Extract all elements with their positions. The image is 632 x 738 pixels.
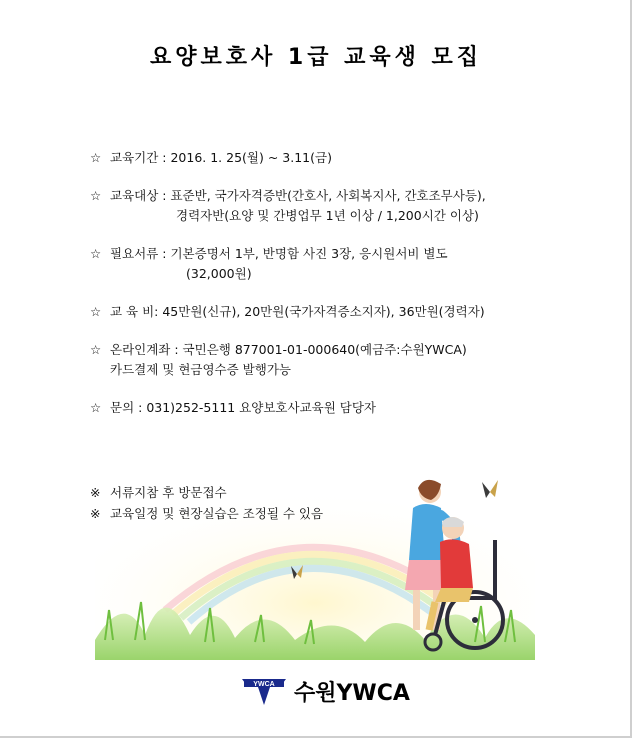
star-icon: ☆: [90, 150, 102, 165]
ywca-logo: [240, 676, 410, 707]
info-value: 2016. 1. 25(월) ~ 3.11(금): [170, 150, 332, 165]
ywca-emblem-icon: [240, 677, 288, 707]
info-value-cont: 경력자반(요양 및 간병업무 1년 이상 / 1,200시간 이상): [176, 208, 479, 223]
star-icon: ☆: [90, 304, 102, 319]
logo-name: 수원YWCA: [294, 681, 410, 706]
reference-mark-icon: ※: [90, 506, 101, 521]
info-key: 교 육 비:: [110, 304, 163, 319]
info-key: 교육대상 :: [110, 188, 171, 203]
note-item: ※ 서류지참 후 방문접수: [90, 482, 323, 503]
logo-badge-text: YWCA: [253, 680, 275, 688]
info-item-target: [90, 186, 610, 206]
info-value-cont: 카드결제 및 현금영수증 발행가능: [110, 362, 291, 377]
info-list: [90, 148, 610, 418]
info-item-contact: [90, 398, 610, 418]
info-value-cont: (32,000원): [186, 266, 252, 281]
star-icon: ☆: [90, 342, 102, 357]
page-title: 요양보호사 1급 교육생 모집: [149, 45, 483, 70]
info-key: 필요서류 :: [110, 246, 171, 261]
info-key: 교육기간 :: [110, 150, 171, 165]
info-item-period: [90, 148, 610, 168]
info-value: 기본증명서 1부, 반명함 사진 3장, 응시원서비 별도: [170, 246, 448, 261]
reference-mark-icon: ※: [90, 485, 101, 500]
star-icon: ☆: [90, 246, 102, 261]
info-key: 문의 :: [110, 400, 147, 415]
info-item-fee: [90, 302, 610, 322]
note-item: ※ 교육일정 및 현장실습은 조정될 수 있음: [90, 503, 323, 524]
info-item-account: [90, 340, 610, 360]
notes: [90, 482, 323, 524]
info-key: 온라인계좌 :: [110, 342, 183, 357]
info-value: 45만원(신규), 20만원(국가자격증소지자), 36만원(경력자): [162, 304, 485, 319]
star-icon: ☆: [90, 400, 102, 415]
info-value: 표준반, 국가자격증반(간호사, 사회복지사, 간호조무사등),: [170, 188, 486, 203]
info-value: 031)252-5111 요양보호사교육원 담당자: [146, 400, 377, 415]
info-value: 국민은행 877001-01-000640(예금주:수원YWCA): [182, 342, 467, 357]
info-item-documents: [90, 244, 610, 264]
star-icon: ☆: [90, 188, 102, 203]
